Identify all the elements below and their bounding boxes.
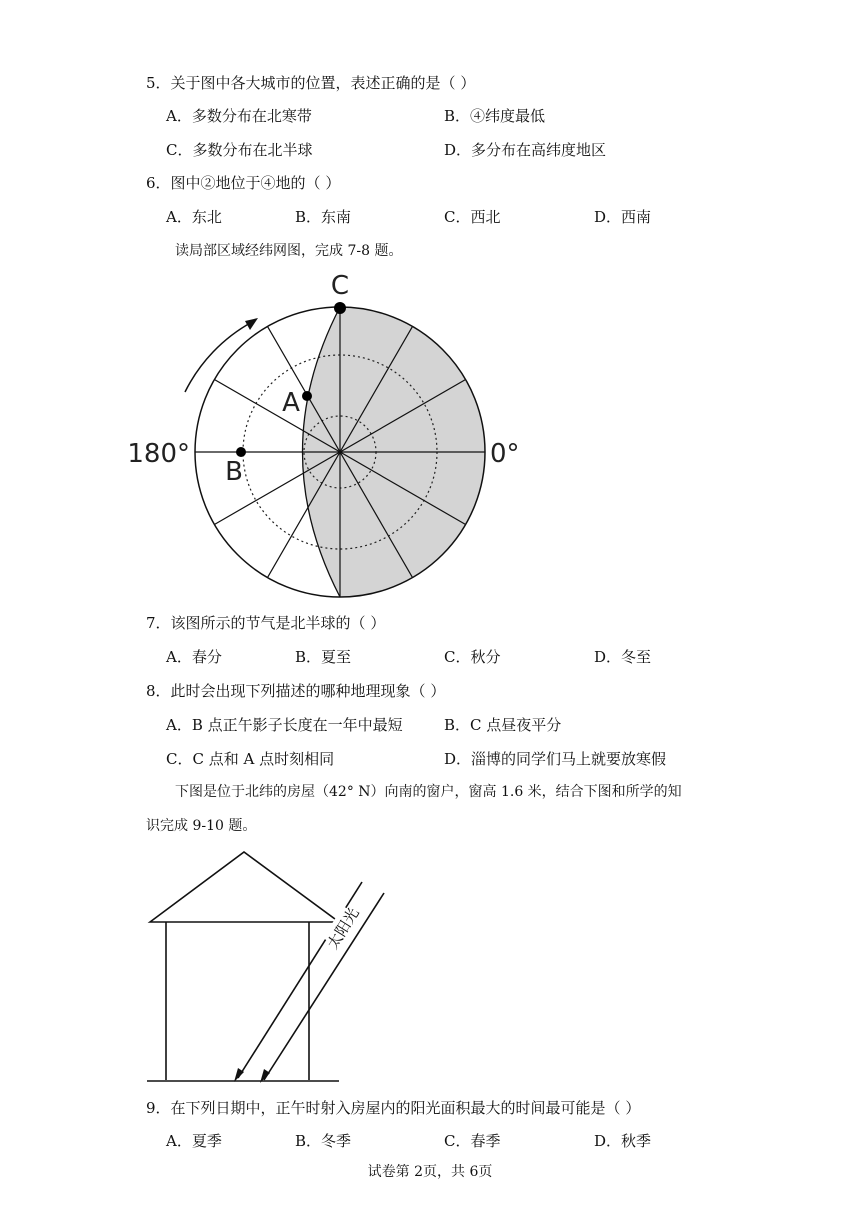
label-a: A [282,388,300,418]
q6-stem: 6．图中②地位于④地的（ ） [146,174,341,192]
q7-option-a: A．春分 [166,648,222,666]
q8-option-b: B．C 点昼夜平分 [444,716,562,734]
sunlight-label: 太阳光 [323,904,363,953]
intro-7-8: 读局部区域经纬网图，完成 7-8 题。 [175,243,403,259]
q7-option-d: D．冬至 [594,648,652,666]
intro-9-10-line1: 下图是位于北纬的房屋（42° N）向南的窗户，窗高 1.6 米，结合下图和所学的知 [175,784,682,800]
intro-9-10-line2: 识完成 9-10 题。 [146,818,257,834]
q5-stem: 5．关于图中各大城市的位置，表述正确的是（ ） [146,74,476,92]
q8-option-c: C．C 点和 A 点时刻相同 [166,750,335,768]
label-180-degrees: 180° [127,439,190,469]
q6-option-c: C．西北 [444,208,501,226]
q6-option-b: B．东南 [295,208,352,226]
q7-option-b: B．夏至 [295,648,352,666]
q5-option-c: C．多数分布在北半球 [166,141,313,159]
label-0-degrees: 0° [490,439,520,469]
q6-option-d: D．西南 [594,208,652,226]
q5-option-d: D．多分布在高纬度地区 [444,141,607,159]
q8-option-d: D．淄博的同学们马上就要放寒假 [444,750,667,768]
label-c: C [330,271,350,301]
house-roof [150,852,339,922]
sun-ray-right [264,893,384,1080]
q9-stem: 9．在下列日期中，正午时射入房屋内的阳光面积最大的时间最可能是（ ） [146,1099,641,1117]
page-footer: 试卷第 2页，共 6页 [367,1164,493,1180]
q9-option-d: D．秋季 [594,1132,652,1150]
q7-stem: 7．该图所示的节气是北半球的（ ） [146,614,386,632]
q9-option-c: C．春季 [444,1132,501,1150]
q6-option-a: A．东北 [166,208,222,226]
q5-option-b: B．④纬度最低 [444,107,546,125]
q9-option-b: B．冬季 [295,1132,352,1150]
q8-stem: 8．此时会出现下列描述的哪种地理现象（ ） [146,682,446,700]
label-b: B [225,457,243,487]
q8-option-a: A．B 点正午影子长度在一年中最短 [166,716,403,734]
q9-option-a: A．夏季 [166,1132,222,1150]
q7-option-c: C．秋分 [444,648,501,666]
q5-option-a: A．多数分布在北寒带 [166,107,312,125]
